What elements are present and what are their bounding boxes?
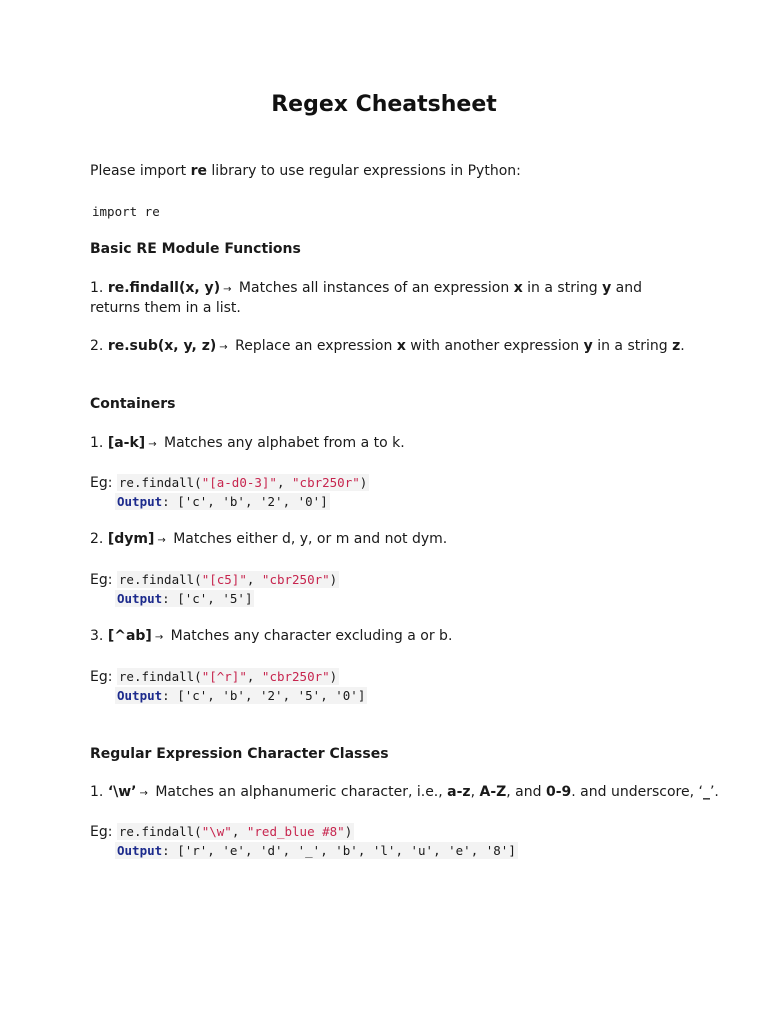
arrow-icon: → xyxy=(139,788,148,799)
arrow-icon: → xyxy=(154,632,164,643)
arrow-icon: → xyxy=(219,342,228,353)
import-code: import re xyxy=(92,204,160,219)
arrow-icon: → xyxy=(223,284,232,295)
arrow-icon: → xyxy=(157,535,166,546)
basic-item-findall: 1. re.findall(x, y) → Matches all instances of an expression x in a string y and returns them in a list. xyxy=(90,280,642,316)
section-heading-containers: Containers xyxy=(90,396,176,412)
section-heading-classes: Regular Expression Character Classes xyxy=(90,746,389,762)
output-snippet: Output: ['c', '5'] xyxy=(117,591,253,606)
intro-text: Please import re library to use regular expressions in Python: xyxy=(90,163,521,179)
container-example-1: Eg: re.findall("[a-d0-3]", "cbr250r") xyxy=(90,475,368,491)
container-output-2 xyxy=(115,589,705,609)
container-output-3 xyxy=(115,686,705,706)
code-snippet: re.findall("[^r]", "cbr250r") xyxy=(118,669,338,684)
container-example-2: Eg: re.findall("[c5]", "cbr250r") xyxy=(90,572,338,588)
output-snippet: Output: ['c', 'b', '2', '5', '0'] xyxy=(117,688,366,703)
code-snippet: re.findall("\w", "red_blue #8") xyxy=(118,824,353,839)
output-snippet: Output: ['c', 'b', '2', '0'] xyxy=(117,494,328,509)
code-snippet: re.findall("[c5]", "cbr250r") xyxy=(118,572,338,587)
re-library-name: re xyxy=(190,163,207,179)
basic-item-sub: 2. re.sub(x, y, z) → Replace an expression x with another expression y in a string z. xyxy=(90,338,685,354)
code-snippet: re.findall("[a-d0-3]", "cbr250r") xyxy=(118,475,368,490)
container-item-negated: 3. [^ab] → Matches any character excluding a or b. xyxy=(90,628,453,644)
arrow-icon: → xyxy=(148,439,157,450)
class-output-1 xyxy=(115,841,705,861)
class-item-word: 1. ‘\w’ → Matches an alphanumeric character, i.e., a-z, A-Z, and 0-9. and underscore, ‘_’. xyxy=(90,784,719,800)
container-item-range: 1. [a-k] → Matches any alphabet from a to k. xyxy=(90,435,405,451)
output-snippet: Output: ['r', 'e', 'd', '_', 'b', 'l', 'u', 'e', '8'] xyxy=(117,843,516,858)
section-heading-basic: Basic RE Module Functions xyxy=(90,241,301,257)
class-example-1: Eg: re.findall("\w", "red_blue #8") xyxy=(90,824,353,840)
container-example-3: Eg: re.findall("[^r]", "cbr250r") xyxy=(90,669,338,685)
container-item-set: 2. [dym] → Matches either d, y, or m and not dym. xyxy=(90,531,448,547)
page-title: Regex Cheatsheet xyxy=(271,92,497,117)
container-output-1 xyxy=(115,492,705,512)
